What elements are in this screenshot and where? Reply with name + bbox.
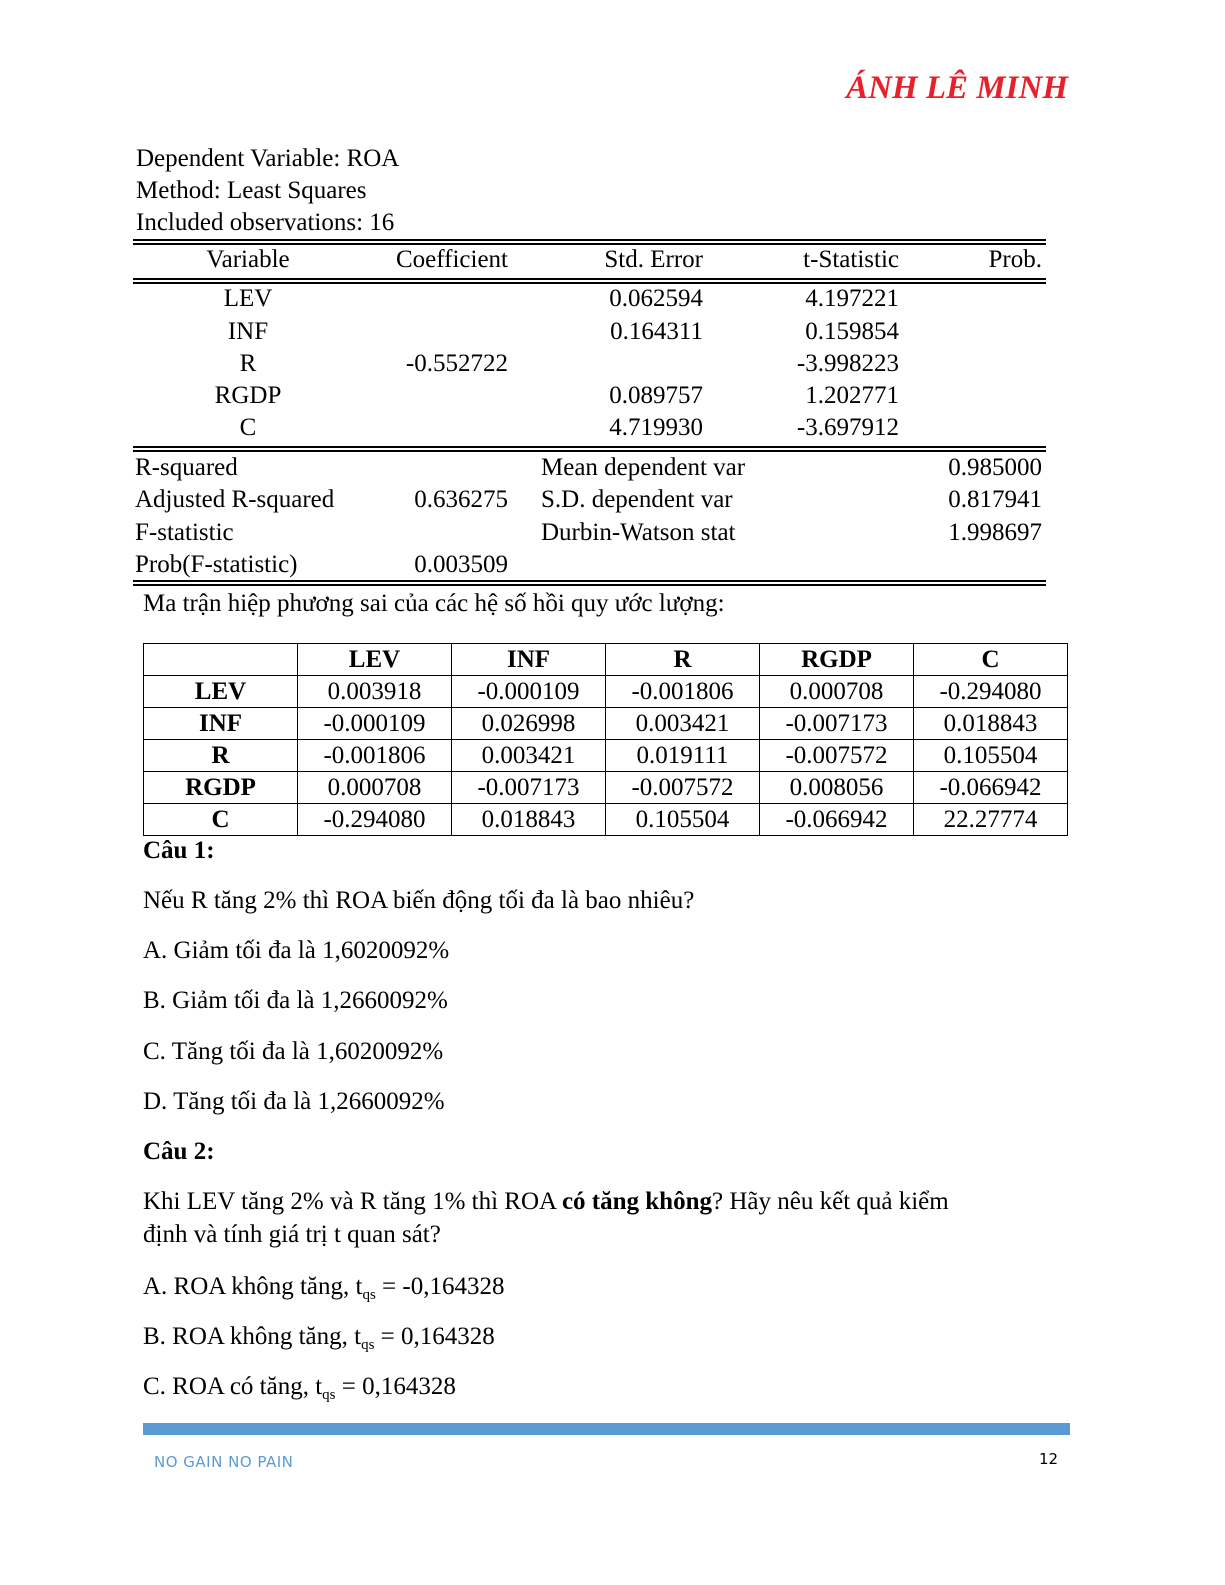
stats-row xyxy=(133,486,1046,516)
covariance-cell: -0.066942 xyxy=(760,804,914,836)
col-prob: Prob. xyxy=(988,246,1042,273)
observations: Included observations: 16 xyxy=(136,209,395,236)
covariance-row-header: INF xyxy=(144,708,298,740)
covariance-row-header: LEV xyxy=(144,676,298,708)
q2-title: Câu 2: xyxy=(143,1138,215,1165)
q1-option-a: A. Giảm tối đa là 1,6020092% xyxy=(143,937,450,964)
covariance-cell: 0.000708 xyxy=(298,772,452,804)
q2-option-b xyxy=(143,1320,495,1362)
covariance-row-header: R xyxy=(144,740,298,772)
regression-cell-t: -3.998223 xyxy=(796,350,899,377)
covariance-col-header: INF xyxy=(452,644,606,676)
covariance-cell: 0.018843 xyxy=(914,708,1068,740)
stats-cell-l: R-squared xyxy=(135,454,238,481)
covariance-col-header: LEV xyxy=(298,644,452,676)
covariance-cell: 0.000708 xyxy=(760,676,914,708)
covariance-cell: 0.003421 xyxy=(452,740,606,772)
footer-motto: NO GAIN NO PAIN xyxy=(154,1453,294,1471)
covariance-cell: 0.026998 xyxy=(452,708,606,740)
covariance-row xyxy=(144,708,1068,740)
q2-question-line2: định và tính giá trị t quan sát? xyxy=(143,1221,441,1248)
regression-row xyxy=(133,414,1046,444)
covariance-cell: -0.000109 xyxy=(452,676,606,708)
option-value: = -0,164328 xyxy=(375,1273,505,1300)
stats-row xyxy=(133,551,1046,581)
covariance-cell: -0.007572 xyxy=(760,740,914,772)
option-text: A. ROA không tăng, t xyxy=(143,1273,363,1300)
regression-header xyxy=(133,246,1046,276)
covariance-header-row xyxy=(144,644,1068,676)
regression-cell-se: 0.164311 xyxy=(610,318,703,345)
covariance-row xyxy=(144,772,1068,804)
option-value: = 0,164328 xyxy=(335,1373,456,1400)
stats-row xyxy=(133,519,1046,549)
covariance-cell: -0.294080 xyxy=(298,804,452,836)
covariance-col-header: R xyxy=(606,644,760,676)
stats-cell-r: Durbin-Watson stat xyxy=(541,519,736,546)
stats-cell-lv: 0.636275 xyxy=(414,486,508,513)
covariance-caption: Ma trận hiệp phương sai của các hệ số hồi quy ước lượng: xyxy=(143,590,725,617)
q2-question xyxy=(143,1185,949,1218)
option-subscript: qs xyxy=(322,1387,336,1403)
covariance-row-header: RGDP xyxy=(144,772,298,804)
stats-cell-l: Adjusted R-squared xyxy=(135,486,335,513)
covariance-cell: -0.007173 xyxy=(452,772,606,804)
method: Method: Least Squares xyxy=(136,177,367,204)
covariance-row xyxy=(144,676,1068,708)
stats-cell-r: S.D. dependent var xyxy=(541,486,733,513)
author-header: ÁNH LÊ MINH xyxy=(846,70,1068,106)
covariance-cell: 0.105504 xyxy=(914,740,1068,772)
regression-cell-coef: -0.552722 xyxy=(405,350,508,377)
covariance-col-header: RGDP xyxy=(760,644,914,676)
dependent-variable: Dependent Variable: ROA xyxy=(136,145,400,172)
q1-question: Nếu R tăng 2% thì ROA biến động tối đa là bao nhiêu? xyxy=(143,887,695,914)
regression-cell-t: 0.159854 xyxy=(805,318,899,345)
page-number: 12 xyxy=(1039,1450,1059,1468)
q1-option-b: B. Giảm tối đa là 1,2660092% xyxy=(143,987,448,1014)
covariance-cell: 0.018843 xyxy=(452,804,606,836)
covariance-matrix xyxy=(143,643,1068,836)
stats-cell-rv: 1.998697 xyxy=(948,519,1042,546)
stats-cell-r: Mean dependent var xyxy=(541,454,746,481)
covariance-cell: 0.003918 xyxy=(298,676,452,708)
option-value: = 0,164328 xyxy=(374,1323,495,1350)
regression-cell-var: INF xyxy=(227,318,269,345)
footer-bar xyxy=(143,1423,1070,1435)
option-text: C. ROA có tăng, t xyxy=(143,1373,323,1400)
covariance-cell: -0.001806 xyxy=(298,740,452,772)
q2-question-text: Khi LEV tăng 2% và R tăng 1% thì ROA xyxy=(143,1188,562,1215)
stats-cell-rv: 0.985000 xyxy=(948,454,1042,481)
q1-option-d: D. Tăng tối đa là 1,2660092% xyxy=(143,1088,445,1115)
regression-cell-var: C xyxy=(239,414,257,441)
regression-cell-se: 0.062594 xyxy=(609,285,703,312)
covariance-row xyxy=(144,740,1068,772)
regression-cell-se: 0.089757 xyxy=(609,382,703,409)
covariance-corner xyxy=(144,644,298,676)
table-rule-bottom xyxy=(133,580,1046,586)
stats-cell-rv: 0.817941 xyxy=(948,486,1042,513)
covariance-cell: 0.019111 xyxy=(606,740,760,772)
stats-cell-l: Prob(F-statistic) xyxy=(135,551,298,578)
covariance-cell: -0.001806 xyxy=(606,676,760,708)
regression-cell-t: -3.697912 xyxy=(796,414,899,441)
regression-row xyxy=(133,285,1046,315)
regression-row xyxy=(133,382,1046,412)
covariance-cell: -0.007173 xyxy=(760,708,914,740)
regression-cell-var: LEV xyxy=(223,285,273,312)
regression-row xyxy=(133,318,1046,348)
regression-cell-t: 4.197221 xyxy=(805,285,899,312)
covariance-cell: 0.105504 xyxy=(606,804,760,836)
covariance-cell: 22.27774 xyxy=(914,804,1068,836)
q2-option-a xyxy=(143,1270,504,1312)
q2-question-text-end: ? Hãy nêu kết quả kiểm xyxy=(712,1188,949,1215)
q1-option-c: C. Tăng tối đa là 1,6020092% xyxy=(143,1038,444,1065)
covariance-cell: -0.066942 xyxy=(914,772,1068,804)
option-subscript: qs xyxy=(362,1287,376,1303)
covariance-row-header: C xyxy=(144,804,298,836)
col-t-statistic: t-Statistic xyxy=(803,246,899,273)
table-rule-top xyxy=(133,239,1046,245)
stats-cell-l: F-statistic xyxy=(135,519,234,546)
regression-cell-t: 1.202771 xyxy=(805,382,899,409)
q2-question-emphasis: có tăng không xyxy=(561,1188,712,1215)
covariance-col-header: C xyxy=(914,644,1068,676)
covariance-cell: 0.008056 xyxy=(760,772,914,804)
regression-cell-var: R xyxy=(239,350,257,377)
col-coefficient: Coefficient xyxy=(396,246,508,273)
q2-option-c xyxy=(143,1370,456,1412)
covariance-cell: -0.294080 xyxy=(914,676,1068,708)
table-rule-header xyxy=(133,278,1046,284)
option-text: B. ROA không tăng, t xyxy=(143,1323,362,1350)
regression-row xyxy=(133,350,1046,380)
col-std-error: Std. Error xyxy=(604,246,703,273)
option-subscript: qs xyxy=(361,1337,375,1353)
covariance-row xyxy=(144,804,1068,836)
covariance-cell: -0.000109 xyxy=(298,708,452,740)
regression-cell-se: 4.719930 xyxy=(609,414,703,441)
covariance-cell: 0.003421 xyxy=(606,708,760,740)
table-rule-stats xyxy=(133,446,1046,452)
q1-title: Câu 1: xyxy=(143,837,215,864)
covariance-cell: -0.007572 xyxy=(606,772,760,804)
regression-cell-var: RGDP xyxy=(214,382,282,409)
stats-row xyxy=(133,454,1046,484)
stats-cell-lv: 0.003509 xyxy=(414,551,508,578)
col-variable: Variable xyxy=(206,246,290,273)
